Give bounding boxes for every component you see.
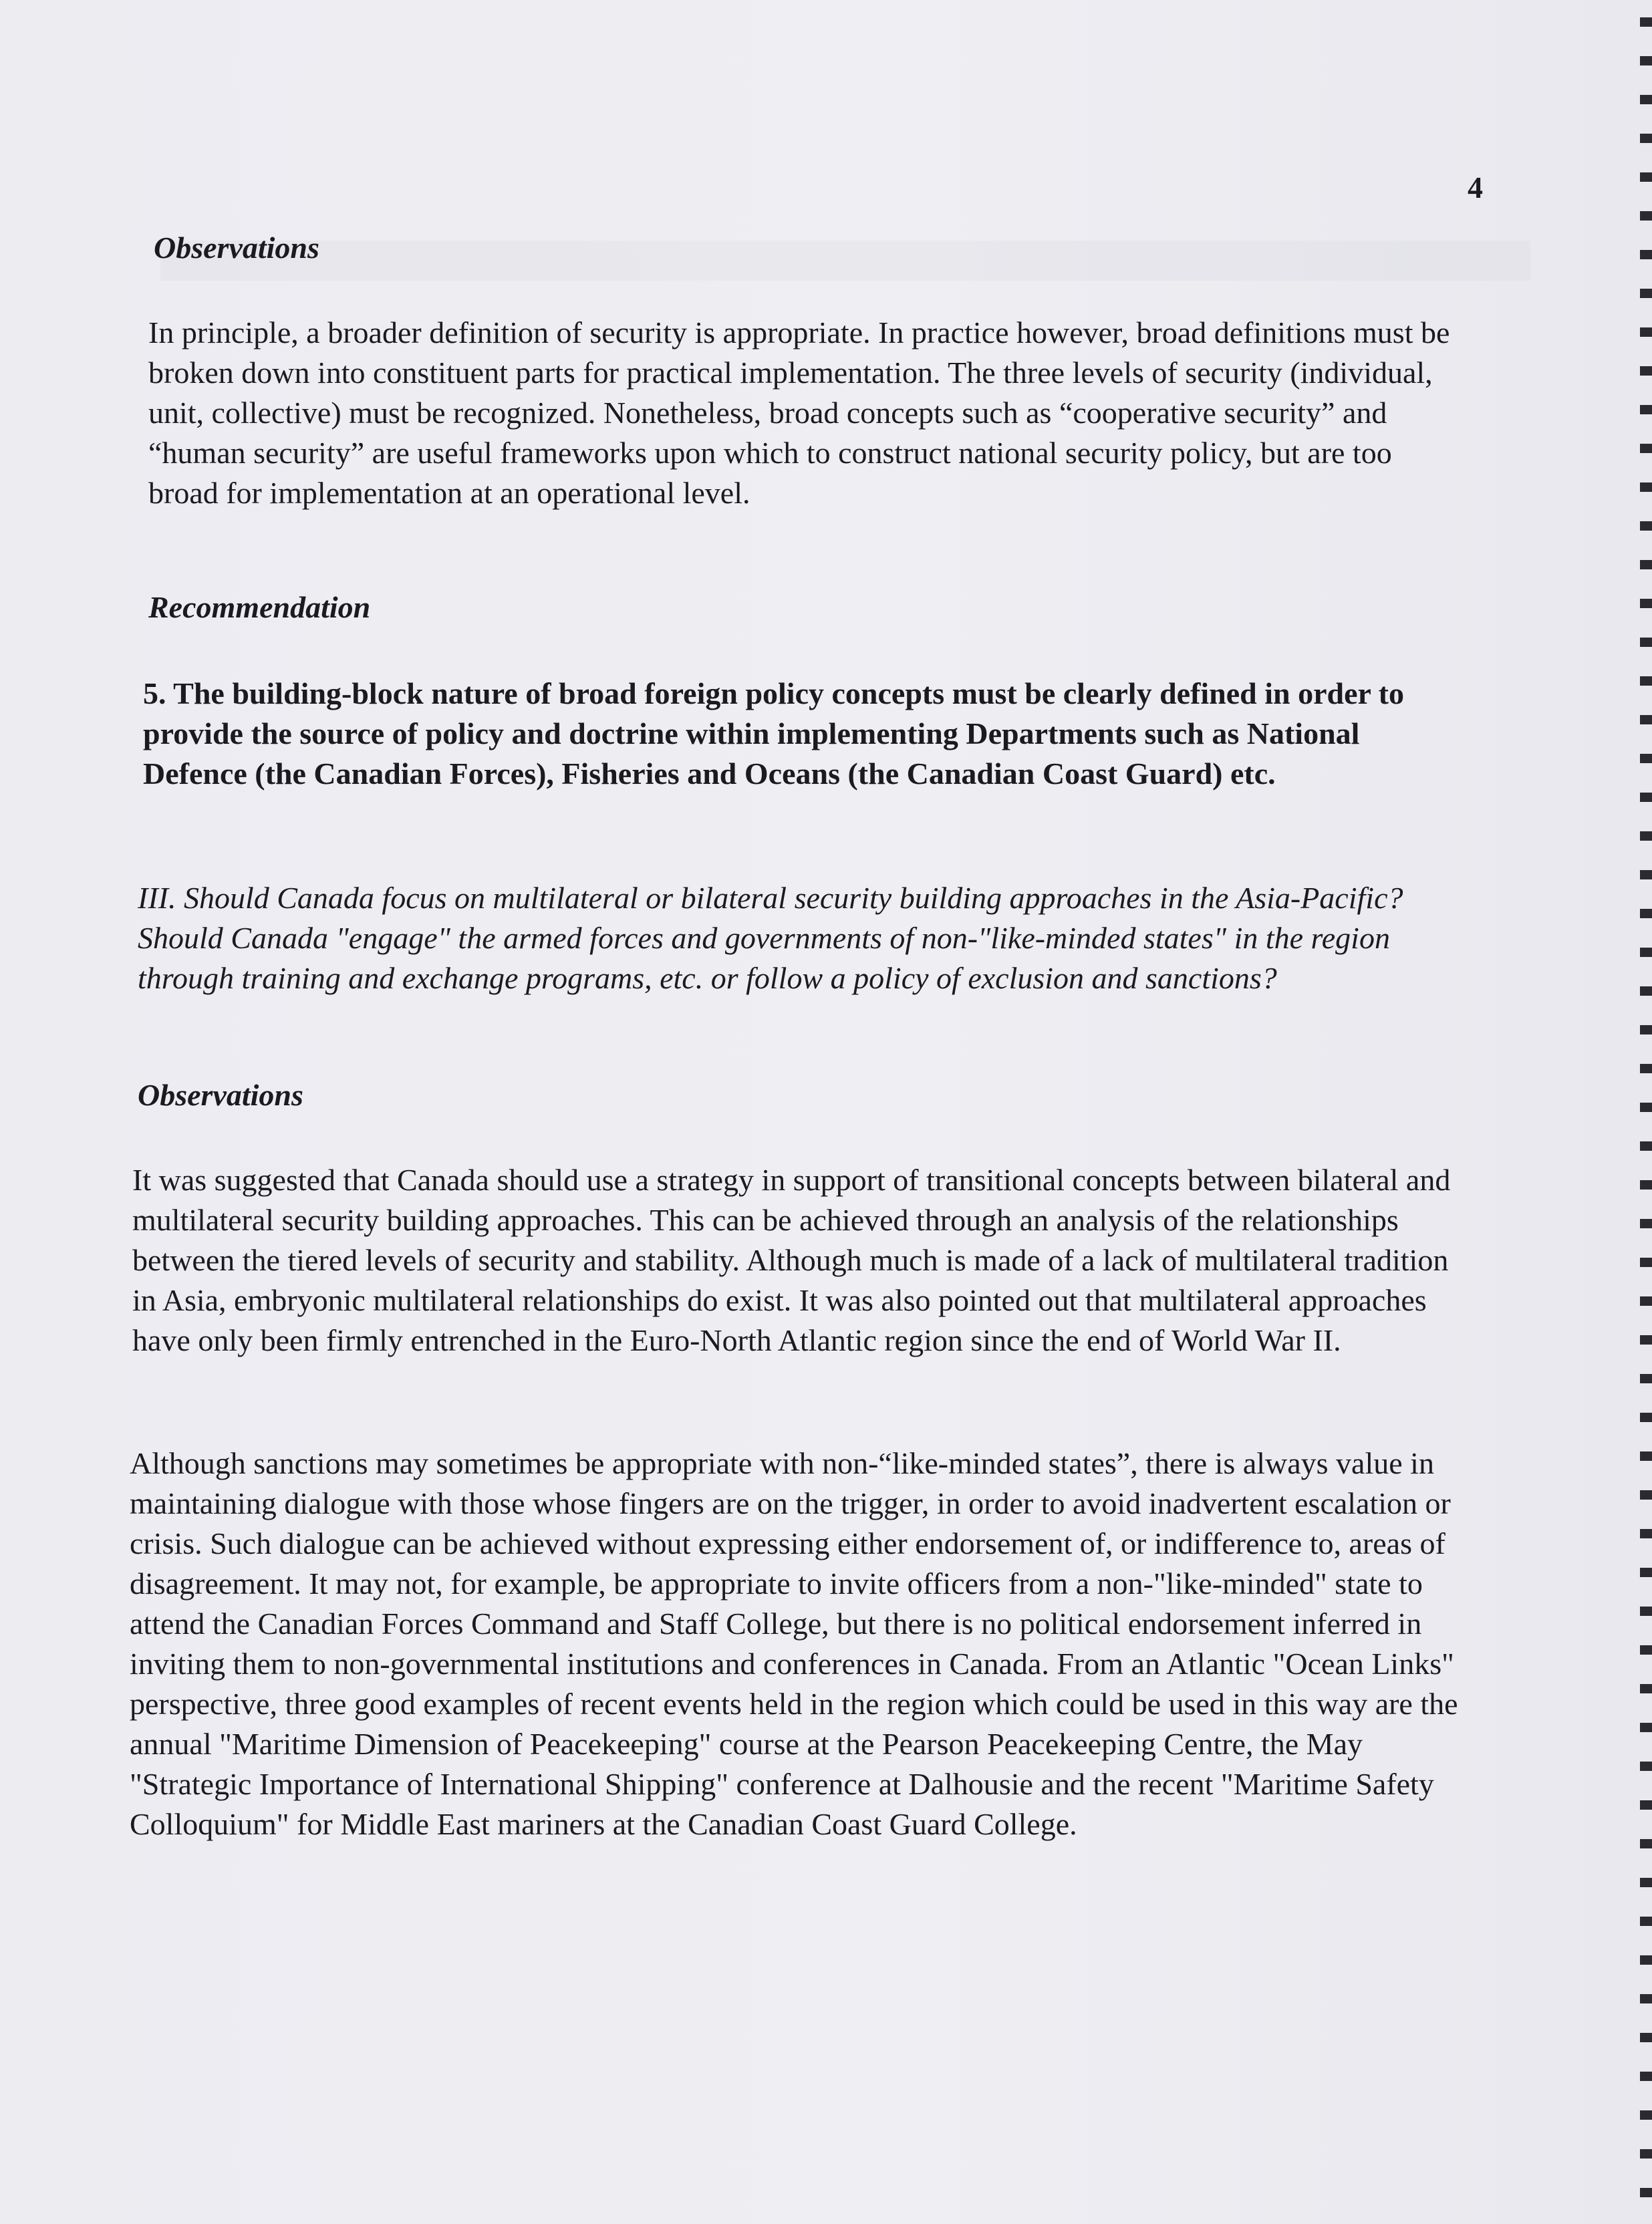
question-3-paragraph: III. Should Canada focus on multilateral or bilateral security building approaches in the Asia-Pacific? Should Canada "engage" the armed forces and governments of non-"like-minded states" in the region through training and exchange programs, etc. or follow a policy of exclusion and sanctions? bbox=[138, 881, 1403, 995]
page-number: 4 bbox=[1468, 170, 1483, 204]
observations-heading-1: Observations bbox=[154, 231, 319, 265]
observations-2-paragraph-1: It was suggested that Canada should use a strategy in support of transitional concepts between bilateral and multilateral security building approaches. This can be achieved through an analysis of the relationships between the tiered levels of security and stability. Although much is made of a lack of multilateral tradition in Asia, embryonic multilateral relationships do exist. It was also pointed out that multilateral approaches have only been firmly entrenched in the Euro-North Atlantic region since the end of World War II. bbox=[132, 1163, 1451, 1357]
recommendation-paragraph: 5. The building-block nature of broad foreign policy concepts must be clearly defined in order to provide the source of policy and doctrine within implementing Departments such as National Defence (the Canadian Forces), Fisheries and Oceans (the Canadian Coast Guard) etc. bbox=[143, 676, 1404, 791]
spiral-binding bbox=[1640, 0, 1652, 2224]
observations-2-paragraph-2: Although sanctions may sometimes be appropriate with non-“like-minded states”, there is always value in maintaining dialogue with those whose fingers are on the trigger, in order to avoid inadvertent escalation or crisis. Such dialogue can be achieved without expressing either endorsement of, or indifference to, areas of disagreement. It may not, for example, be appropriate to invite officers from a non-"like-minded" state to attend the Canadian Forces Command and Staff College, but there is no political endorsement inferred in inviting them to non-governmental institutions and conferences in Canada. From an Atlantic "Ocean Links" perspective, three good examples of recent events held in the region which could be used in this way are the annual "Maritime Dimension of Peacekeeping" course at the Pearson Peacekeeping Centre, the May "Strategic Importance of International Shipping" conference at Dalhousie and the recent "Maritime Safety Colloquium" for Middle East mariners at the Canadian Coast Guard College. bbox=[130, 1446, 1458, 1841]
observations-heading-2: Observations bbox=[138, 1078, 303, 1112]
observations-paragraph-1: In principle, a broader definition of security is appropriate. In practice however, broad definitions must be broken down into constituent parts for practical implementation. The three levels of security (individual, unit, collective) must be recognized. Nonetheless, broad concepts such as “cooperative security” and “human security” are useful frameworks upon which to construct national security policy, but are too broad for implementation at an operational level. bbox=[148, 315, 1450, 510]
recommendation-heading: Recommendation bbox=[148, 590, 371, 624]
